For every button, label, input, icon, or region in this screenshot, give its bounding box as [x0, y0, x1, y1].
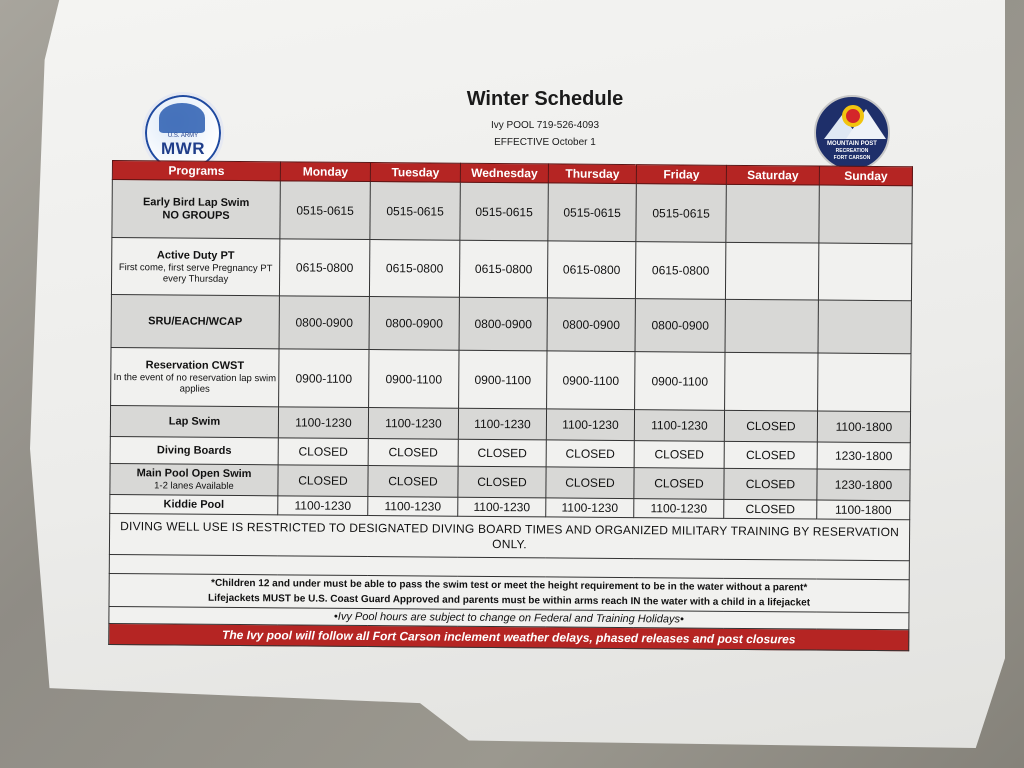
time-cell: CLOSED [458, 466, 546, 498]
pool-contact: Ivy POOL 719-526-4093 [490, 120, 600, 131]
time-cell: 0800-0900 [279, 296, 369, 350]
time-cell: 1100-1230 [368, 408, 458, 440]
time-cell: 1100-1230 [634, 410, 724, 442]
time-cell: 0615-0800 [635, 242, 725, 300]
lifejacket-rule: Lifejackets MUST be U.S. Coast Guard Approved and parents must be within arms reach IN the water with a child in a lifejacket [208, 592, 811, 609]
time-cell: 0515-0615 [280, 181, 370, 240]
time-cell: 1230-1800 [817, 469, 910, 501]
program-cell [110, 405, 278, 437]
time-cell: CLOSED [546, 440, 634, 468]
time-cell: 1100-1230 [546, 498, 634, 518]
col-header: Thursday [548, 164, 636, 184]
children-rule: *Children 12 and under must be able to pass the swim test or meet the height requirement to be in the water without a parent* [211, 577, 808, 594]
time-cell: 0800-0900 [369, 297, 459, 351]
col-header: Monday [280, 162, 370, 182]
time-cell: 0515-0615 [370, 182, 460, 241]
time-cell: 0615-0800 [547, 241, 635, 299]
time-cell: 1100-1230 [458, 497, 546, 517]
program-cell [110, 494, 278, 514]
table-row [111, 238, 911, 301]
page-title: Winter Schedule [466, 88, 624, 110]
weather-notice: The Ivy pool will follow all Fort Carson inclement weather delays, phased releases and post closures [109, 623, 909, 650]
program-name-2: NO GROUPS [162, 208, 230, 222]
table-row [111, 294, 911, 353]
time-cell: CLOSED [278, 438, 368, 466]
program-name: Diving Boards [156, 443, 232, 457]
time-cell: CLOSED [368, 439, 458, 467]
time-cell: 0800-0900 [459, 297, 547, 351]
time-cell [818, 243, 911, 301]
time-cell: CLOSED [278, 465, 368, 497]
program-cell [111, 347, 279, 406]
mpr-line1: MOUNTAIN POST [827, 141, 877, 147]
time-cell: 0900-1100 [547, 351, 635, 410]
time-cell: CLOSED [368, 466, 458, 498]
col-header: Saturday [726, 165, 819, 185]
program-cell [111, 238, 279, 296]
time-cell: CLOSED [458, 439, 546, 467]
program-name: Active Duty PT [156, 248, 235, 262]
holiday-notice: •Ivy Pool hours are subject to change on Federal and Training Holidays• [109, 606, 909, 629]
time-cell [725, 242, 818, 300]
col-header: Programs [112, 161, 280, 181]
time-cell: 0900-1100 [279, 349, 369, 408]
table-row [111, 347, 911, 411]
program-note: In the event of no reservation lap swim applies [113, 372, 277, 395]
time-cell: 1100-1230 [634, 499, 724, 519]
diving-well-notice: DIVING WELL USE IS RESTRICTED TO DESIGNATED DIVING BOARD TIMES AND ORGANIZED MILITARY TRAINING BY RESERVATION ONLY. [109, 513, 909, 560]
time-cell: CLOSED [546, 467, 634, 499]
mwr-army-text: U.S. ARMY [167, 133, 199, 139]
time-cell: 0615-0800 [279, 239, 369, 297]
time-cell: 0800-0900 [635, 299, 725, 353]
col-header: Sunday [819, 166, 912, 186]
effective-date: EFFECTIVE October 1 [494, 137, 596, 148]
table-row [112, 180, 912, 244]
time-cell: 1230-1800 [817, 442, 910, 470]
time-cell [819, 185, 912, 244]
time-cell: CLOSED [724, 410, 817, 442]
program-cell [110, 463, 278, 495]
time-cell: 1100-1230 [458, 408, 546, 440]
time-cell: 1100-1230 [278, 496, 368, 516]
mpr-line2: RECREATION [835, 148, 869, 154]
time-cell: 0800-0900 [547, 298, 635, 352]
globe-icon [159, 103, 205, 133]
col-header: Tuesday [370, 163, 460, 183]
program-name: Kiddie Pool [163, 497, 225, 511]
time-cell: 0515-0615 [460, 182, 548, 241]
time-cell: CLOSED [634, 468, 724, 500]
col-header: Wednesday [460, 163, 548, 183]
time-cell [818, 353, 911, 412]
mountain-post-recreation-logo [814, 95, 890, 171]
time-cell: CLOSED [724, 468, 817, 500]
time-cell: 0615-0800 [369, 240, 459, 298]
time-cell: 0900-1100 [459, 350, 547, 409]
program-name: Lap Swim [168, 414, 221, 428]
time-cell: 0615-0800 [459, 240, 547, 298]
time-cell: 1100-1230 [546, 409, 634, 441]
time-cell: 1100-1800 [817, 500, 910, 520]
time-cell [726, 184, 819, 243]
program-cell [111, 294, 279, 348]
mwr-text: MWR [161, 139, 205, 158]
time-cell: 1100-1230 [278, 407, 368, 439]
program-note: 1-2 lanes Available [154, 480, 234, 492]
program-name: SRU/EACH/WCAP [148, 314, 243, 328]
time-cell: 0900-1100 [369, 350, 459, 409]
program-name: Early Bird Lap Swim [142, 195, 250, 209]
program-cell [112, 180, 280, 239]
program-name: Reservation CWST [145, 359, 245, 373]
mpr-line3: FORT CARSON [833, 155, 871, 161]
colorado-flag-icon [842, 105, 864, 127]
program-name: Main Pool Open Swim [136, 467, 252, 481]
program-note: First come, first serve Pregnancy PT every Thursday [118, 261, 273, 285]
col-header: Friday [636, 165, 726, 185]
time-cell: CLOSED [724, 441, 817, 469]
time-cell [725, 352, 818, 411]
time-cell: CLOSED [634, 441, 724, 469]
time-cell: 1100-1800 [817, 411, 910, 443]
program-cell [110, 436, 278, 464]
time-cell: 0515-0615 [636, 184, 726, 243]
time-cell [818, 300, 911, 354]
time-cell: 1100-1230 [368, 497, 458, 517]
time-cell: 0515-0615 [548, 183, 636, 242]
notice-row [109, 513, 909, 560]
schedule-table [108, 160, 913, 651]
time-cell [725, 299, 818, 353]
time-cell: CLOSED [724, 499, 817, 519]
time-cell: 0900-1100 [635, 352, 725, 411]
